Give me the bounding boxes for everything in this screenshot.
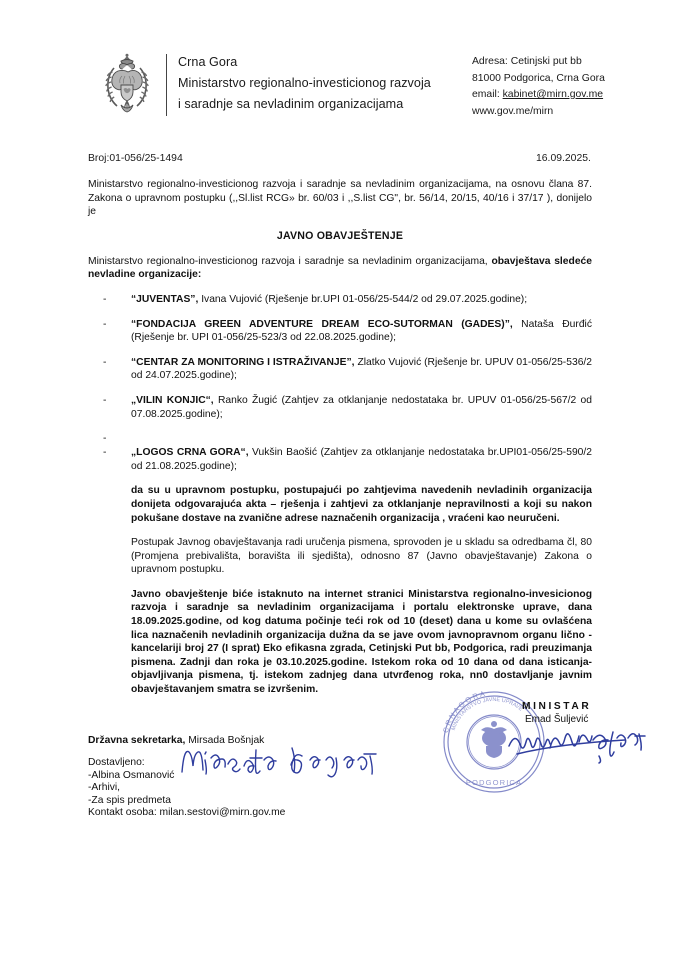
notice-lead-bold: obavještava sledeće nevladine organizacije:	[88, 255, 592, 281]
email-label: email:	[472, 89, 503, 100]
organization-name: “JUVENTAS”,	[131, 293, 199, 305]
secretary-name: Mirsada Bošnjak	[188, 735, 265, 746]
bullet-dash-icon: -	[103, 293, 107, 305]
organization-details: Nataša Đurđić (Rješenje br. UPI 01-056/25-523/3 od 22.08.2025.godine);	[131, 318, 592, 344]
bullet-dash-icon: -	[103, 433, 107, 445]
closing-paragraphs	[88, 484, 592, 696]
organization-details: Vukšin Baošić (Zahtjev za otklanjanje nedostataka br.UPI01-056/25-590/2 od 21.08.2025.godine);	[131, 447, 592, 472]
distribution-item: -Za spis predmeta	[88, 794, 171, 806]
minister-block	[522, 700, 591, 726]
svg-text:PODGORICA: PODGORICA	[465, 778, 523, 787]
organization-details: Ivana Vujović (Rješenje br.UPI 01-056/25-544/2 od 29.07.2025.godine);	[198, 293, 528, 305]
address-city: 81000 Podgorica, Crna Gora	[472, 72, 605, 84]
website-url[interactable]: www.gov.me/mirn	[472, 105, 554, 117]
ministry-name-line1: Ministarstvo regionalno-investicionog razvoja	[178, 76, 431, 90]
header-divider	[166, 54, 167, 116]
minister-name: Emad Šuljević	[524, 714, 589, 725]
secretary-label: Državna sekretarka,	[88, 735, 186, 746]
list-item-empty	[88, 432, 592, 445]
svg-text:C R N A G O R A: C R N A G O R A	[440, 688, 486, 734]
montenegro-coat-of-arms-icon	[99, 52, 155, 118]
distribution-block	[88, 757, 285, 820]
organization-name: “FONDACIJA GREEN ADVENTURE DREAM ECO-SUTORMAN (GADES)”,	[131, 318, 513, 330]
address-street: Adresa: Cetinjski put bb	[472, 56, 582, 67]
email-line	[472, 87, 605, 104]
bullet-dash-icon: -	[103, 394, 107, 406]
minister-title: MINISTAR	[522, 701, 592, 712]
country-name: Crna Gora	[178, 55, 238, 69]
paragraph-publication: Javno obavještenje biće istaknuto na internet stranici Ministarstva regionalno-invesicionog razvoja i saradnje sa nevladinim organizacijama i portalu elektronske uprave, dana 18.09.2025.godine, od kog datuma počinje teći rok od 10 (deset) dana u kome su ovlašćena lica naznačenih nevladinih organizacija dužna da se jave ovom javnopravnom organu lično - kancelariji broj 27 (I sprat) Eko efikasna zgrada, Cetinjski Put bb, Podgorica, radi preuzimanja pismena. Zadnji dan roka je 03.10.2025.godine. Istekom roka od 10 dana od dana isticanja-objavljivanja pismena, tj. istekom zadnjeg dana utvrđenog roka, nn0 dostavljanje javnim obavještavanjem smatra se izvršenim.	[131, 588, 592, 696]
list-item	[88, 356, 592, 383]
secretary-line	[88, 735, 264, 746]
organization-details: Ranko Žugić (Zahtjev za otklanjanje nedostataka br. UPUV 01-056/25-567/2 od 07.08.2025.godine);	[131, 394, 592, 420]
list-item	[88, 293, 592, 307]
organization-name: „LOGOS CRNA GORA“,	[131, 447, 249, 459]
organization-details: Zlatko Vujović (Rješenje br. UPUV 01-056/25-536/2 od 24.07.2025.godine);	[131, 356, 593, 382]
bullet-dash-icon: -	[103, 356, 107, 368]
distribution-item: -Albina Osmanović	[88, 769, 175, 781]
document-body	[88, 178, 592, 708]
legal-basis-paragraph: Ministarstvo regionalno-investicionog razvoja i saradnje sa nevladinim organizacijama, na osnovu člana 87. Zakona o upravnom postupku (,,Sl.list RCG» br. 60/03 i ,,S.list CG", br. 56/14, 20/15, 40/16 i 37/17 ), donijelo je	[88, 179, 592, 218]
paragraph-findings: da su u upravnom postupku, postupajući po zahtjevima navedenih nevladinih organizacija donijeta odgovarajuća akta – rješenja i zahtjevi za otklanjanje nepravilnosti a koji su nakon pokušane dostave na zvanične adrese naznačenih organizacija , vraćeni kao neuručeni.	[131, 485, 592, 524]
document-number: Broj:01-056/25-1494	[88, 153, 183, 164]
svg-text:MINISTARSTVO JAVNE UPRAVE: MINISTARSTVO JAVNE UPRAVE	[450, 696, 524, 732]
coat-of-arms-container	[88, 50, 166, 118]
notice-lead-normal: Ministarstvo regionalno-investicionog razvoja i saradnje sa nevladinim organizacijama,	[88, 255, 492, 267]
organizations-list	[88, 293, 592, 473]
distribution-label: Dostavljeno:	[88, 757, 145, 768]
email-address[interactable]: kabinet@mirn.gov.me	[502, 89, 604, 100]
organization-name: “CENTAR ZA MONITORING I ISTRAŽIVANJE”,	[131, 356, 355, 368]
bullet-dash-icon: -	[103, 447, 107, 459]
list-item	[88, 394, 592, 421]
distribution-item: -Arhivi,	[88, 782, 121, 794]
list-item	[88, 318, 592, 345]
contact-person: Kontakt osoba: milan.sestovi@mirn.gov.me	[88, 807, 286, 819]
list-item	[88, 446, 592, 473]
document-date: 16.09.2025.	[536, 153, 591, 164]
organization-name: „VILIN KONJIC“,	[131, 394, 214, 406]
paragraph-procedure: Postupak Javnog obavještavanja radi uručenja pismena, sprovoden je u skladu sa odredbama čl, 80 (Promjena prebivališta, boravišta ili sjedišta), odnosno 87 (Javno obavještavanje) Zakona o upravnom postupku.	[131, 537, 592, 576]
ministry-name-line2: i saradnje sa nevladinim organizacijama	[178, 97, 404, 111]
notice-lead-paragraph	[88, 255, 592, 282]
address-block	[472, 54, 605, 120]
organization-names	[178, 50, 431, 115]
page-title: JAVNO OBAVJEŠTENJE	[276, 229, 404, 242]
bullet-dash-icon: -	[103, 318, 107, 330]
